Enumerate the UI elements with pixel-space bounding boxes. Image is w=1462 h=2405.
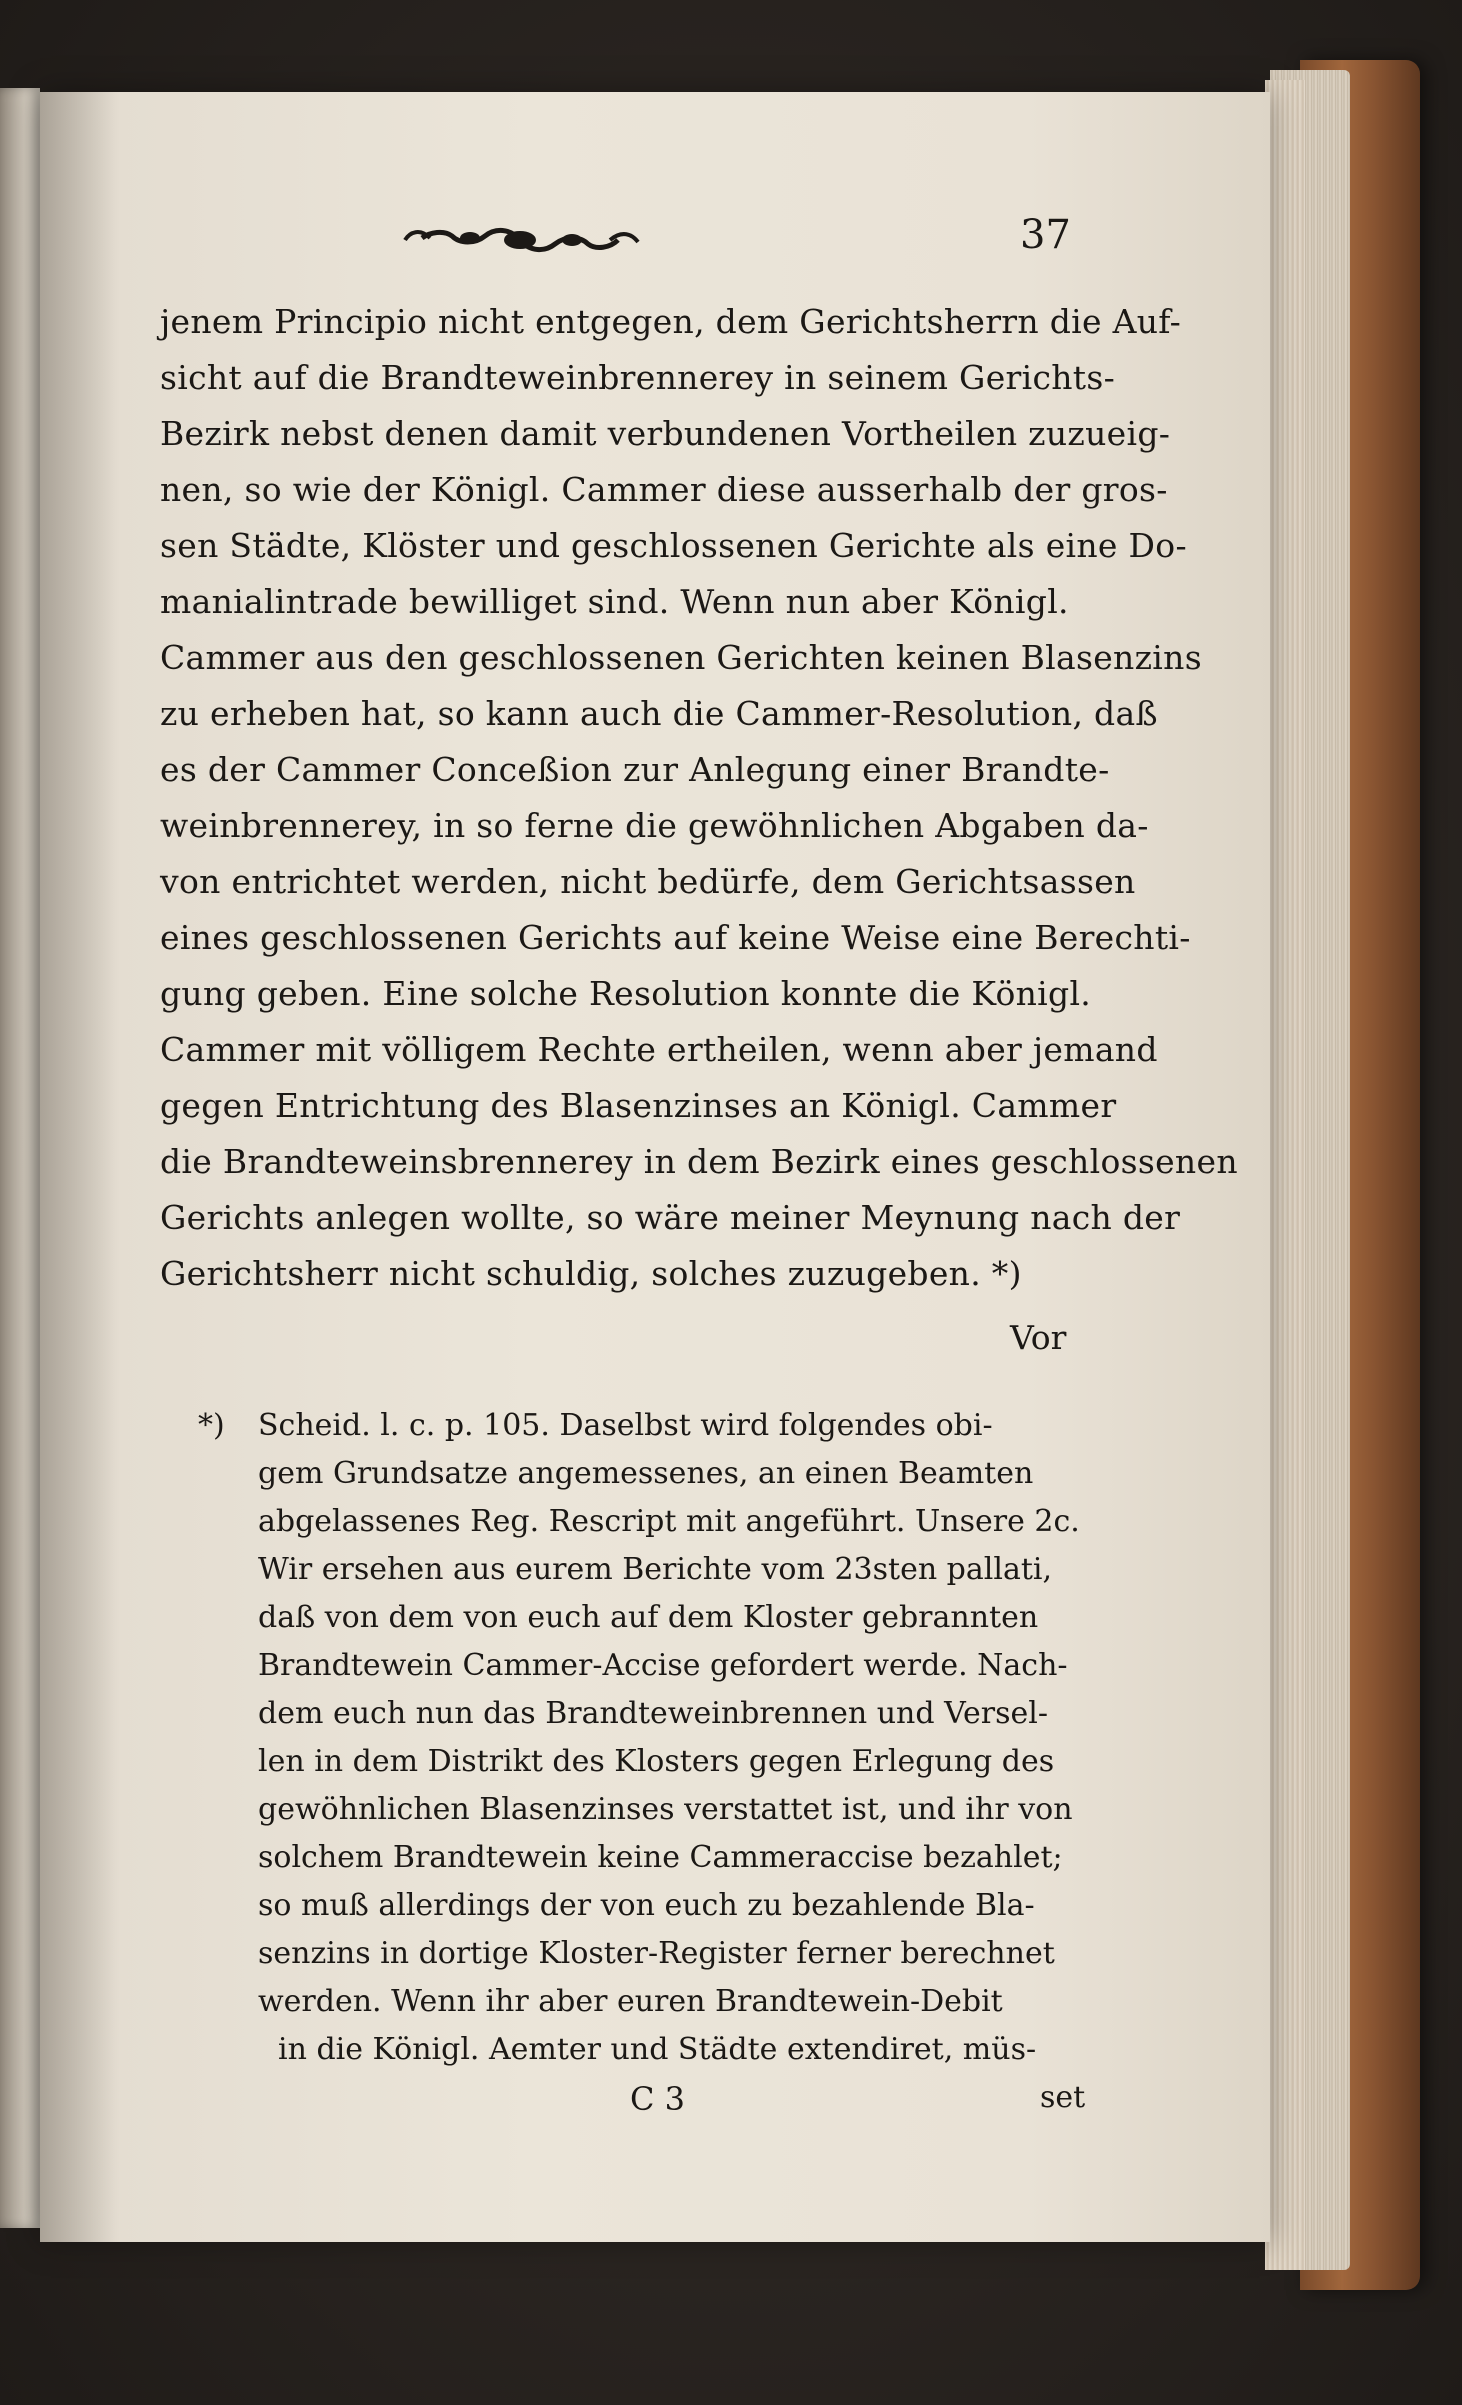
footnote-marker: *)	[198, 1408, 225, 1443]
body-line: Bezirk nebst denen damit verbundenen Vortheilen zuzueig-	[160, 414, 1171, 453]
signature-mark: C 3	[630, 2080, 686, 2118]
catchword: Vor	[1010, 1318, 1067, 1357]
body-line: sicht auf die Brandteweinbrennerey in seinem Gerichts-	[160, 358, 1116, 397]
body-line: Gerichts anlegen wollte, so wäre meiner Meynung nach der	[160, 1198, 1181, 1237]
footnote-line: gewöhnlichen Blasenzinses verstattet ist, und ihr von	[258, 1792, 1073, 1827]
footnote-line: abgelassenes Reg. Rescript mit angeführt. Unsere 2c.	[258, 1504, 1080, 1539]
body-line: nen, so wie der Königl. Cammer diese ausserhalb der gros-	[160, 470, 1168, 509]
body-line: von entrichtet werden, nicht bedürfe, dem Gerichtsassen	[160, 862, 1136, 901]
footnote-line: gem Grundsatze angemessenes, an einen Beamten	[258, 1456, 1034, 1491]
page-fore-edge	[1265, 80, 1305, 2270]
footnote-line: Wir ersehen aus eurem Berichte vom 23sten pallati,	[258, 1552, 1053, 1587]
footnote-line: Brandtewein Cammer-Accise gefordert werde. Nach-	[258, 1648, 1068, 1683]
footnote-line: werden. Wenn ihr aber euren Brandtewein-Debit	[258, 1984, 1003, 2019]
body-line: die Brandteweinsbrennerey in dem Bezirk eines geschlossenen	[160, 1142, 1238, 1181]
body-line: Gerichtsherr nicht schuldig, solches zuzugeben. *)	[160, 1254, 1022, 1293]
body-line: sen Städte, Klöster und geschlossenen Gerichte als eine Do-	[160, 526, 1187, 565]
body-line: gung geben. Eine solche Resolution konnte die Königl.	[160, 974, 1092, 1013]
body-line: es der Cammer Conceßion zur Anlegung einer Brandte-	[160, 750, 1110, 789]
body-line: zu erheben hat, so kann auch die Cammer-Resolution, daß	[160, 694, 1158, 733]
footnote-line: in die Königl. Aemter und Städte extendiret, müs-	[278, 2032, 1037, 2067]
footnote-line: Scheid. l. c. p. 105. Daselbst wird folgendes obi-	[258, 1408, 993, 1443]
body-line: Cammer aus den geschlossenen Gerichten keinen Blasenzins	[160, 638, 1202, 677]
page-number: 37	[1020, 212, 1071, 258]
body-line: eines geschlossenen Gerichts auf keine Weise eine Berechti-	[160, 918, 1191, 957]
facing-page-edge	[0, 88, 40, 2228]
footnote-line: daß von dem von euch auf dem Kloster gebrannten	[258, 1600, 1039, 1635]
body-line: Cammer mit völligem Rechte ertheilen, wenn aber jemand	[160, 1030, 1158, 1069]
body-line: gegen Entrichtung des Blasenzinses an Königl. Cammer	[160, 1086, 1117, 1125]
body-line: jenem Principio nicht entgegen, dem Gerichtsherrn die Auf-	[160, 302, 1182, 341]
header-ornament-icon	[360, 218, 720, 258]
footnote-line: dem euch nun das Brandteweinbrennen und Versel-	[258, 1696, 1048, 1731]
body-line: weinbrennerey, in so ferne die gewöhnlichen Abgaben da-	[160, 806, 1149, 845]
footnote-line: solchem Brandtewein keine Cammeraccise bezahlet;	[258, 1840, 1063, 1875]
gutter-shadow	[40, 92, 120, 2242]
body-line: manialintrade bewilliget sind. Wenn nun aber Königl.	[160, 582, 1069, 621]
footnote-line: len in dem Distrikt des Klosters gegen Erlegung des	[258, 1744, 1055, 1779]
bottom-catchword: set	[1040, 2080, 1086, 2115]
footnote-line: senzins in dortige Kloster-Register ferner berechnet	[258, 1936, 1055, 1971]
footnote-line: so muß allerdings der von euch zu bezahlende Bla-	[258, 1888, 1035, 1923]
